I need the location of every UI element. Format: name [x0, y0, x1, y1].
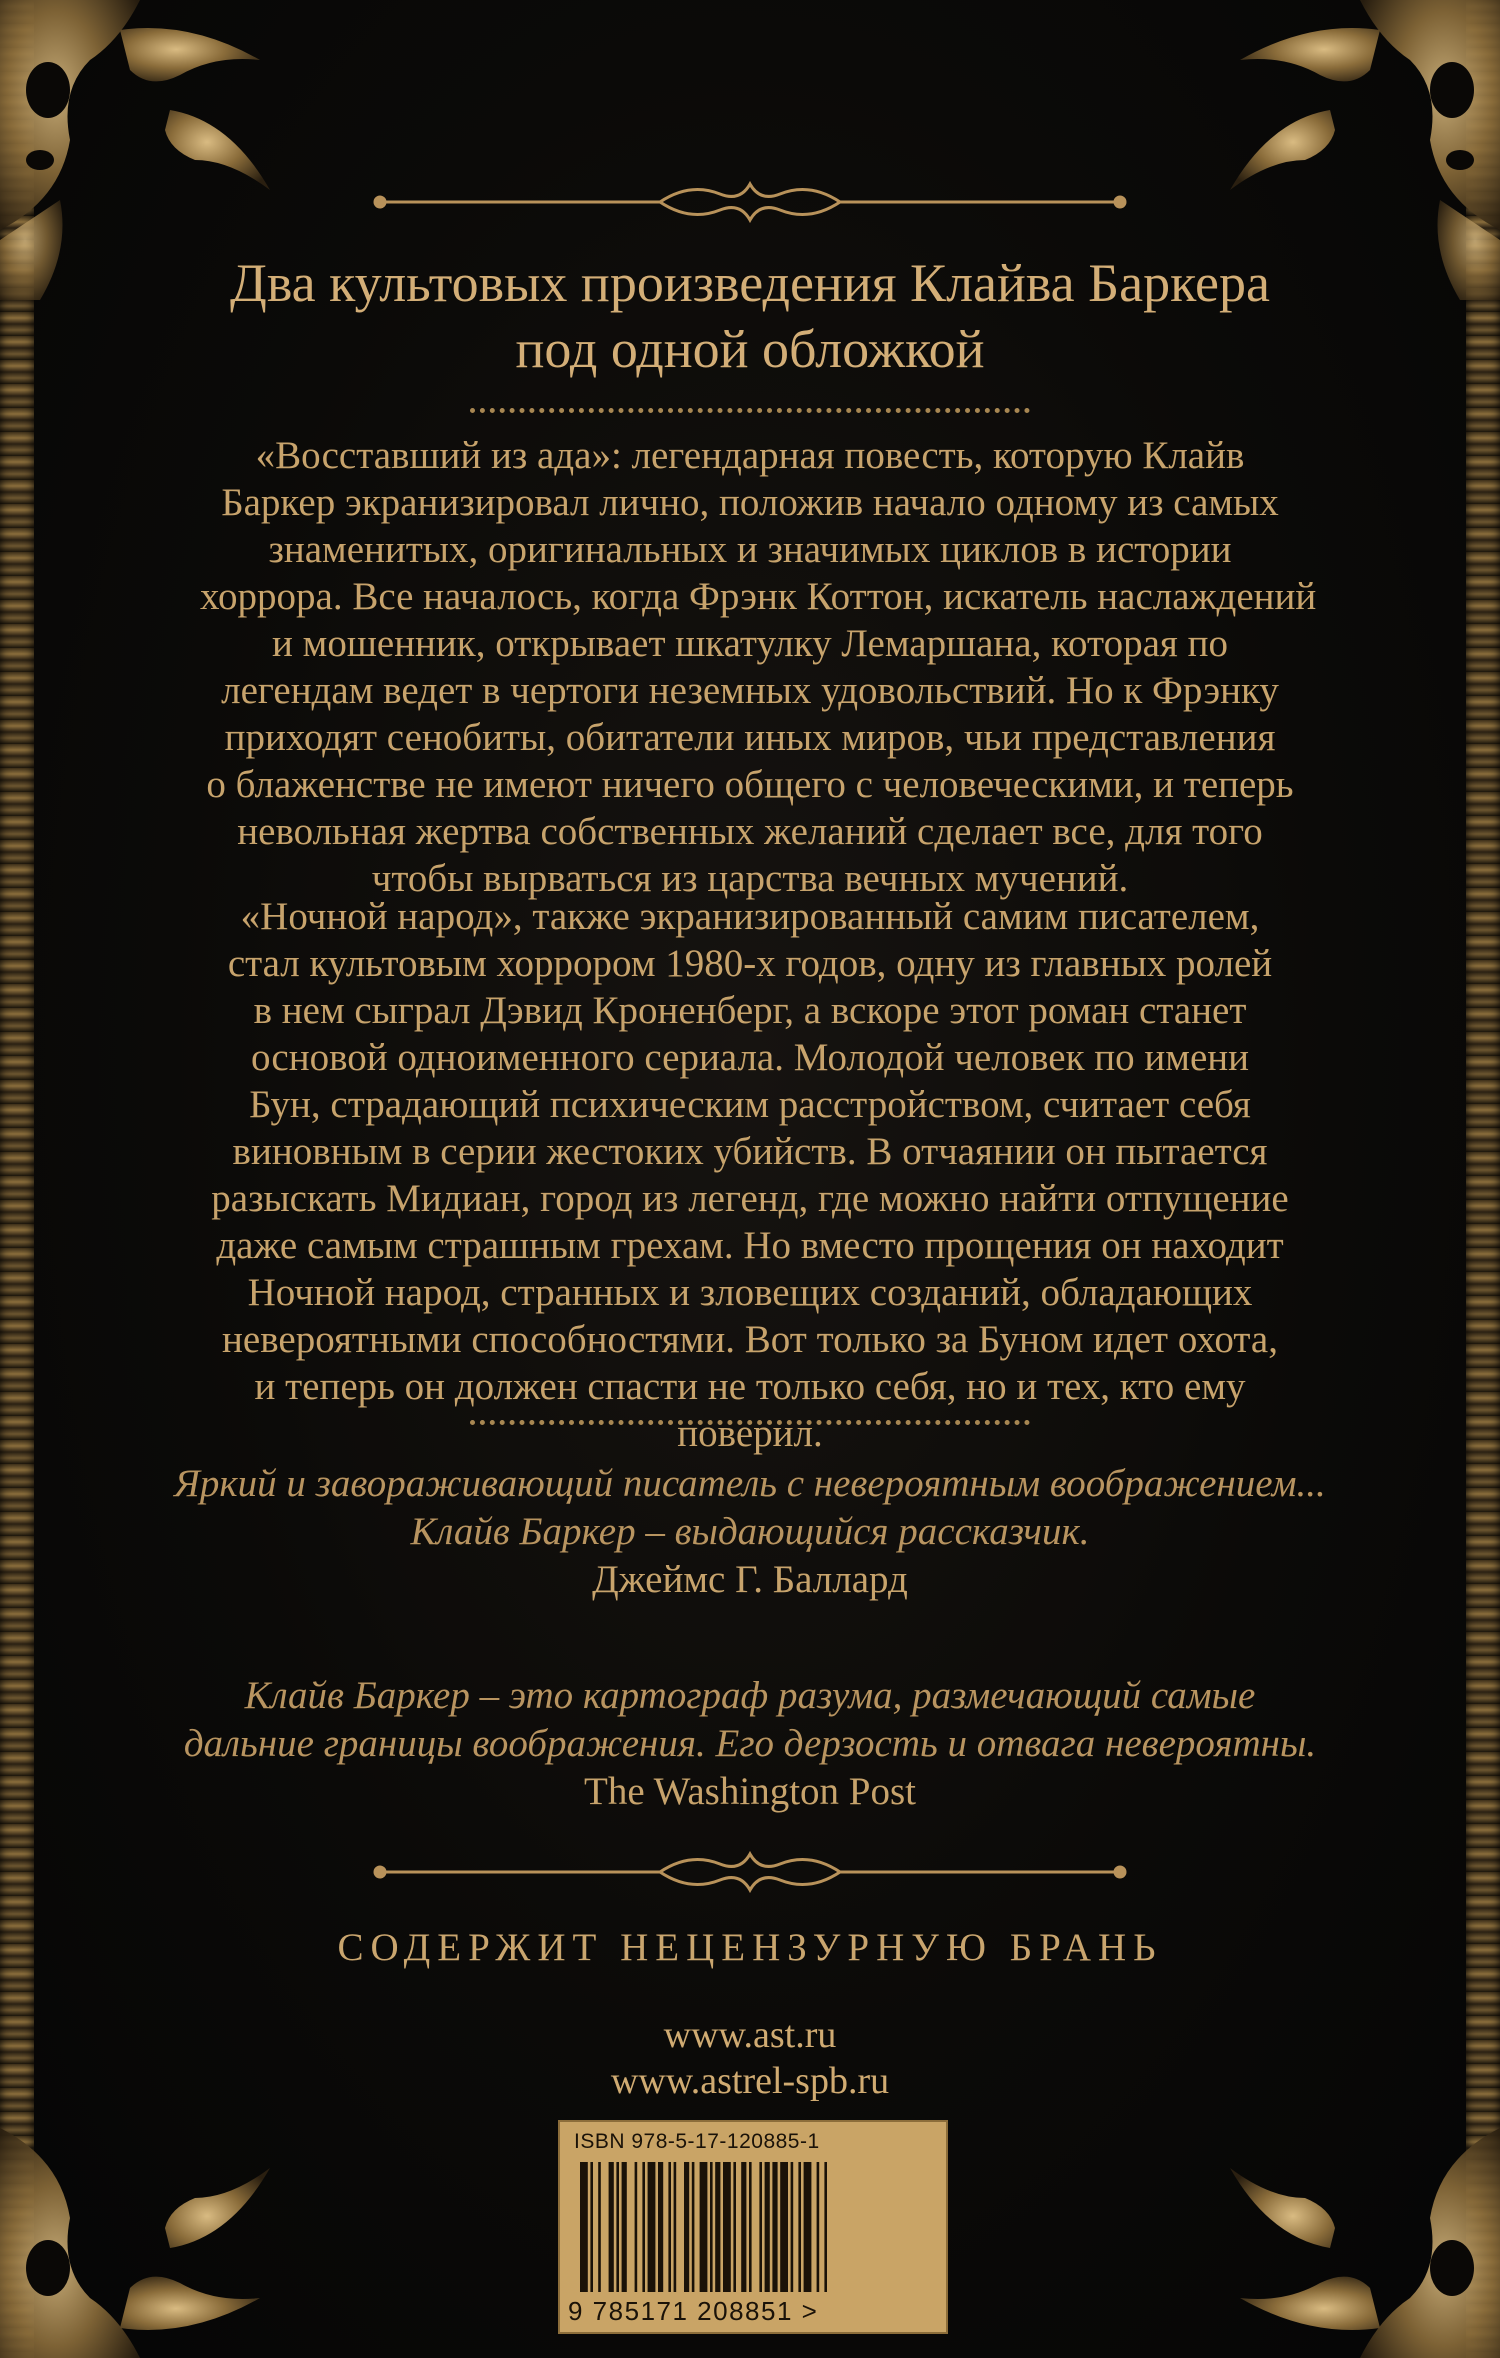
text-line: хоррора. Все началось, когда Фрэнк Коттон, искатель наслаждений: [200, 575, 1317, 618]
quote-source: Джеймс Г. Баллард: [592, 1558, 908, 1601]
text-line: и теперь он должен спасти не только себя, но и тех, кто ему: [254, 1365, 1246, 1408]
text-line: приходят сенобиты, обитатели иных миров, чьи представления: [224, 716, 1276, 759]
text-line: чтобы вырваться из царства вечных мучений.: [371, 857, 1129, 900]
text-line: Баркер экранизировал лично, положив начало одному из самых: [221, 481, 1279, 524]
quote-source: The Washington Post: [584, 1770, 916, 1813]
skull-ornament-icon: [0, 2058, 300, 2358]
dotted-divider: [470, 1420, 1030, 1425]
barcode-icon: [574, 2162, 932, 2296]
quote-line: Яркий и завораживающий писатель с невероятным воображением...: [174, 1462, 1326, 1505]
synopsis-hellraiser: [200, 432, 1317, 902]
skull-ornament-icon: [1200, 2058, 1500, 2358]
text-line: легендам ведет в чертоги неземных удовольствий. Но к Фрэнку: [221, 669, 1279, 712]
quote-line: Клайв Баркер – выдающийся рассказчик.: [410, 1510, 1090, 1553]
website-link[interactable]: www.astrel-spb.ru: [610, 2060, 890, 2102]
dotted-divider: [470, 408, 1030, 413]
flourish-divider-icon: [360, 1842, 1140, 1902]
text-line: и мошенник, открывает шкатулку Лемаршана, которая по: [272, 622, 1228, 665]
barcode-digits: 9 785171 208851 >: [568, 2296, 819, 2326]
text-line: стал культовым хоррором 1980-х годов, одну из главных ролей: [227, 942, 1273, 985]
text-line: «Ночной народ», также экранизированный самим писателем,: [240, 895, 1260, 938]
text-line: Ночной народ, странных и зловещих созданий, обладающих: [247, 1271, 1253, 1314]
text-line: основой одноименного сериала. Молодой человек по имени: [250, 1036, 1250, 1079]
review-quote-ballard: [170, 1460, 1330, 1604]
text-line: виновным в серии жестоких убийств. В отчаянии он пытается: [232, 1130, 1268, 1173]
quote-line: дальние границы воображения. Его дерзость и отвага невероятны.: [183, 1722, 1317, 1765]
website-link[interactable]: www.ast.ru: [663, 2014, 837, 2056]
barcode-panel: [558, 2120, 948, 2334]
review-quote-washington-post: [170, 1672, 1330, 1816]
headline-line-1: Два культовых произведения Клайва Баркера: [230, 253, 1270, 313]
text-line: о блаженстве не имеют ничего общего с человеческими, и теперь: [206, 763, 1294, 806]
text-line: невольная жертва собственных желаний сделает все, для того: [237, 810, 1263, 853]
left-ornamental-border: [0, 0, 34, 2358]
text-line: даже самым страшным грехам. Но вместо прощения он находит: [216, 1224, 1284, 1267]
text-line: поверил.: [677, 1412, 823, 1455]
text-line: невероятными способностями. Вот только за Буном идет охота,: [222, 1318, 1278, 1361]
headline-line-2: под одной обложкой: [515, 319, 985, 379]
text-line: разыскать Мидиан, город из легенд, где можно найти отпущение: [211, 1177, 1289, 1220]
text-line: «Восставший из ада»: легендарная повесть, которую Клайв: [255, 434, 1245, 477]
text-line: в нем сыграл Дэвид Кроненберг, а вскоре этот роман станет: [253, 989, 1247, 1032]
content-warning: СОДЕРЖИТ НЕЦЕНЗУРНУЮ БРАНЬ: [337, 1926, 1163, 1969]
right-ornamental-border: [1466, 0, 1500, 2358]
text-line: Бун, страдающий психическим расстройством, считает себя: [249, 1083, 1251, 1126]
synopsis-cabal: [200, 893, 1300, 1457]
text-line: знаменитых, оригинальных и значимых циклов в истории: [268, 528, 1232, 571]
headline: [200, 250, 1300, 382]
flourish-divider-icon: [360, 172, 1140, 232]
quote-line: Клайв Баркер – это картограф разума, размечающий самые: [244, 1674, 1256, 1717]
isbn-label: ISBN 978-5-17-120885-1: [574, 2130, 820, 2153]
